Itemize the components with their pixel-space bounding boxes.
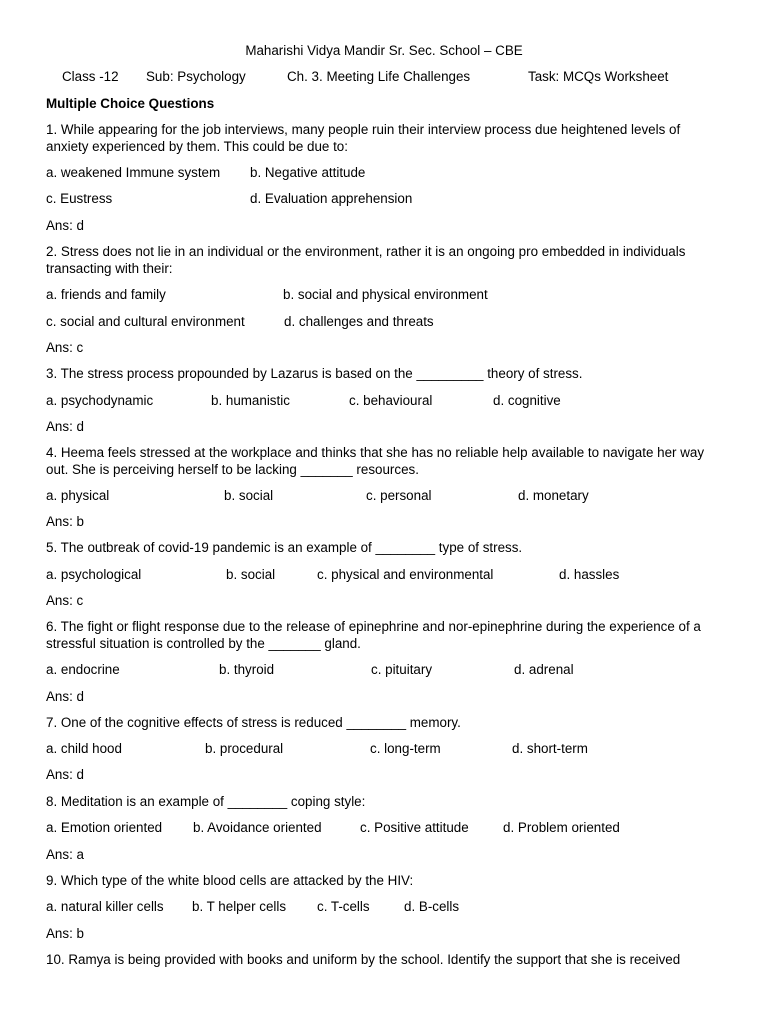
section-title: Multiple Choice Questions	[46, 96, 215, 111]
q8-option-d: d. Problem oriented	[503, 820, 620, 835]
q2-option-a: a. friends and family	[46, 287, 166, 302]
question-8-answer: Ans: a	[46, 847, 84, 862]
q6-option-c: c. pituitary	[371, 662, 433, 677]
q3-option-b: b. humanistic	[211, 393, 290, 408]
question-8-options	[0, 820, 768, 837]
q5-option-a: a. psychological	[46, 567, 142, 582]
q6-option-d: d. adrenal	[514, 662, 574, 677]
question-7-text: 7. One of the cognitive effects of stress is reduced ________ memory.	[46, 715, 461, 730]
q1-option-b: b. Negative attitude	[250, 165, 366, 180]
q2-option-d: d. challenges and threats	[284, 314, 434, 329]
question-5-text: 5. The outbreak of covid-19 pandemic is an example of ________ type of stress.	[46, 540, 523, 555]
q6-option-b: b. thyroid	[219, 662, 275, 677]
q4-option-a: a. physical	[46, 488, 110, 503]
question-5-options	[0, 567, 768, 584]
q5-option-c: c. physical and environmental	[317, 567, 494, 582]
q6-option-a: a. endocrine	[46, 662, 120, 677]
question-8-text: 8. Meditation is an example of ________ coping style:	[46, 794, 366, 809]
q8-option-b: b. Avoidance oriented	[193, 820, 322, 835]
question-7-options	[0, 741, 768, 758]
question-2-answer: Ans: c	[46, 340, 84, 355]
q5-option-d: d. hassles	[559, 567, 620, 582]
question-6-text: 6. The fight or flight response due to the release of epinephrine and nor-epinephrine during the experience of a stressful situation is controlled by the _______ gland.	[46, 619, 701, 651]
q3-option-c: c. behavioural	[349, 393, 433, 408]
q8-option-c: c. Positive attitude	[360, 820, 469, 835]
subject-label: Sub: Psychology	[146, 69, 246, 84]
q7-option-b: b. procedural	[205, 741, 284, 756]
question-3-options	[0, 393, 768, 410]
header-info-row	[0, 69, 768, 86]
task-label: Task: MCQs Worksheet	[528, 69, 669, 84]
q9-option-b: b. T helper cells	[192, 899, 287, 914]
q5-option-b: b. social	[226, 567, 276, 582]
question-1-answer: Ans: d	[46, 218, 84, 233]
question-2-text: 2. Stress does not lie in an individual or the environment, rather it is an ongoing pro embedded in individuals transacting with their:	[46, 244, 686, 276]
question-1-options-row2	[0, 191, 768, 208]
question-9-text: 9. Which type of the white blood cells are attacked by the HIV:	[46, 873, 414, 888]
q3-option-d: d. cognitive	[493, 393, 561, 408]
question-6-options	[0, 662, 768, 679]
q9-option-d: d. B-cells	[404, 899, 460, 914]
q1-option-d: d. Evaluation apprehension	[250, 191, 413, 206]
q1-option-a: a. weakened Immune system	[46, 165, 221, 180]
q9-option-c: c. T-cells	[317, 899, 370, 914]
q8-option-a: a. Emotion oriented	[46, 820, 163, 835]
question-5-answer: Ans: c	[46, 593, 84, 608]
q9-option-a: a. natural killer cells	[46, 899, 164, 914]
question-3-text: 3. The stress process propounded by Lazarus is based on the _________ theory of stress.	[46, 366, 583, 381]
question-10-text: 10. Ramya is being provided with books and uniform by the school. Identify the support that she is received	[46, 952, 681, 967]
question-2-options-row1	[0, 287, 768, 304]
question-9-answer: Ans: b	[46, 926, 84, 941]
school-name: Maharishi Vidya Mandir Sr. Sec. School – CBE	[245, 43, 523, 58]
question-3-answer: Ans: d	[46, 419, 84, 434]
question-4-options	[0, 488, 768, 505]
question-2-options-row2	[0, 314, 768, 331]
q4-option-d: d. monetary	[518, 488, 589, 503]
question-6-answer: Ans: d	[46, 689, 84, 704]
q7-option-a: a. child hood	[46, 741, 122, 756]
q2-option-b: b. social and physical environment	[283, 287, 488, 302]
q4-option-b: b. social	[224, 488, 274, 503]
q3-option-a: a. psychodynamic	[46, 393, 154, 408]
q2-option-c: c. social and cultural environment	[46, 314, 245, 329]
q4-option-c: c. personal	[366, 488, 432, 503]
question-4-text: 4. Heema feels stressed at the workplace and thinks that she has no reliable help available to navigate her way out. She is perceiving herself to be lacking _______ resources.	[46, 445, 705, 477]
question-1-options-row1	[0, 165, 768, 182]
chapter-label: Ch. 3. Meeting Life Challenges	[287, 69, 471, 84]
q7-option-d: d. short-term	[512, 741, 588, 756]
question-1-text: 1. While appearing for the job interviews, many people ruin their interview process due heightened levels of anxiety experienced by them. This could be due to:	[46, 122, 681, 154]
class-label: Class -12	[62, 69, 119, 84]
question-4-answer: Ans: b	[46, 514, 84, 529]
question-9-options	[0, 899, 768, 916]
q7-option-c: c. long-term	[370, 741, 441, 756]
q1-option-c: c. Eustress	[46, 191, 113, 206]
question-7-answer: Ans: d	[46, 767, 84, 782]
